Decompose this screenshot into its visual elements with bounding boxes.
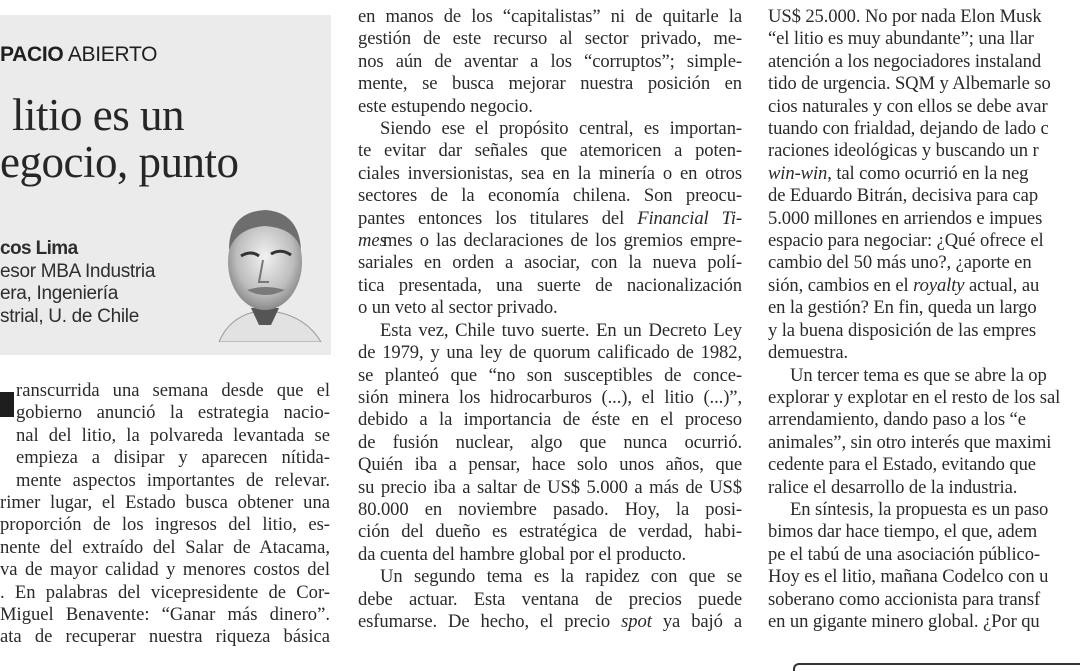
text-line: nente del extraído del Salar de Atacama,	[0, 536, 330, 558]
text-run: ya bajó a	[662, 610, 742, 632]
text-line: En síntesis, la propuesta es un paso	[790, 498, 1049, 520]
headline-line-1: litio es un	[12, 90, 184, 140]
text-line: sectores de la economía chilena. Son preocu-	[358, 185, 742, 207]
middle-column	[358, 6, 742, 633]
text-line: demuestra.	[768, 342, 849, 364]
text-line: Quién iba a pensar, hace solo unos años, que	[358, 454, 742, 476]
text-line: “el litio es muy abundante”; una llar	[768, 28, 1034, 50]
author-name: cos Lima	[0, 238, 78, 259]
left-column	[0, 0, 340, 668]
right-column	[768, 6, 1080, 633]
text-line: Un segundo tema es la rapidez con que se	[380, 566, 742, 588]
headline-line-2: egocio, punto	[0, 137, 239, 187]
text-line: pe el tabú de una asociación público-	[768, 543, 1041, 565]
text-line: Siendo ese el propósito central, es importan-	[380, 118, 742, 140]
text-line: soberano como accionista para transf	[768, 588, 1041, 610]
text-line: Miguel Benavente: “Ganar más dinero”.	[0, 604, 330, 626]
text-run: pantes entonces los titulares del	[358, 207, 638, 229]
text-line: Hoy es el litio, mañana Codelco con u	[768, 566, 1049, 588]
text-line: ata de recuperar nuestra riqueza básica	[0, 626, 330, 648]
text-line: en manos de los “capitalistas” ni de quitarle la	[358, 6, 742, 27]
text-line: 80.000 en noviembre pasado. Hoy, la posi-	[358, 498, 742, 520]
italic-run: win-win	[768, 162, 828, 184]
text-line: raciones ideológicas y buscando un r	[768, 140, 1039, 162]
text-line: animales”, sin otro interés que maximi	[768, 431, 1052, 453]
text-line: ción del dueño es estratégica de verdad, habi-	[358, 521, 742, 543]
text-line: se planteó que “no son susceptibles de conce-	[358, 364, 742, 386]
text-line: debido a la importancia de éste en el proceso	[358, 409, 742, 431]
text-line: . En palabras del vicepresidente de Cor-	[0, 581, 330, 603]
text-line: gobierno anunció la estrategia nacio-	[16, 402, 330, 424]
text-line: tica presentada, una suerte de nacionalización	[358, 274, 742, 296]
text-line	[358, 230, 742, 252]
text-line: tuando con frialdad, dejando de lado c	[768, 118, 1049, 140]
text-line: mente aspectos importantes de relevar.	[16, 469, 330, 491]
text-line: ralice el desarrollo de la industria.	[768, 476, 1018, 498]
text-line: 5.000 millones en arriendos e impues	[768, 207, 1043, 229]
bottom-box-border	[793, 663, 1080, 671]
text-line: cedente para el Estado, evitando que	[768, 454, 1036, 476]
text-line: cambio del 50 más uno?, ¿aporte en	[768, 252, 1032, 274]
text-line: debe actuar. Esta ventana de precios puede	[358, 588, 742, 610]
text-line: nos aún de aventar a los “corruptos”; simple-	[358, 50, 742, 72]
italic-run: royalty	[913, 274, 965, 296]
author-byline	[0, 238, 155, 328]
text-line: explorar y explotar en el resto de los sal	[768, 386, 1061, 408]
text-line: gestión de este recurso al sector privado, me-	[358, 28, 742, 50]
author-portrait-icon	[199, 200, 329, 342]
author-title-line-3: strial, U. de Chile	[0, 305, 139, 327]
section-label	[0, 43, 157, 67]
text-line	[768, 275, 1080, 297]
text-line: rimer lugar, el Estado busca obtener una	[0, 492, 330, 514]
text-line: empieza a disipar y aparecen nítida-	[16, 447, 330, 469]
author-title-line-1: esor MBA Industria	[0, 260, 156, 282]
text-line: bimos dar hace tiempo, el que, adem	[768, 521, 1038, 543]
text-line: en un gigante minero global. ¿Por qu	[768, 610, 1040, 632]
author-title-line-2: era, Ingeniería	[0, 283, 119, 304]
section-label-regular: ABIERTO	[67, 43, 158, 66]
text-line: da cuenta del hambre global por el producto.	[358, 543, 687, 565]
text-line: tido de urgencia. SQM y Albemarle so	[768, 73, 1051, 95]
text-line: cios naturales y con ellos se debe avar	[768, 95, 1048, 117]
text-run: esfumarse. De hecho, el precio	[358, 610, 622, 632]
text-line: va de mayor calidad y menores costos del	[0, 559, 330, 581]
left-body-text	[0, 380, 330, 649]
text-line: ranscurrida una semana desde que el	[16, 380, 330, 401]
text-line: atención a los negociadores instaland	[768, 50, 1042, 72]
text-run: , tal como ocurrió en la neg	[827, 162, 1029, 184]
text-line: o un veto al sector privado.	[358, 297, 558, 319]
text-line	[358, 611, 742, 633]
text-line: y la buena disposición de las empres	[768, 319, 1037, 341]
italic-run: mes	[358, 230, 387, 252]
text-line: ciales inversionistas, sea en la minería o en otros	[358, 162, 742, 184]
headline	[0, 92, 238, 186]
text-line: de 1979, y una ley de quorum calificado de 1982,	[358, 342, 742, 364]
author-photo	[199, 200, 329, 342]
text-line	[768, 163, 1080, 185]
text-line: su precio iba a saltar de US$ 5.000 a más de US$	[358, 476, 742, 498]
text-line: sión minera los hidrocarburos (...), el litio (...)”,	[358, 386, 742, 408]
text-line: de Eduardo Bitrán, decisiva para cap	[768, 185, 1039, 207]
text-line	[358, 208, 742, 230]
text-line: proporción de los ingresos del litio, es-	[0, 514, 330, 536]
text-line: nal del litio, la polvareda levantada se	[16, 424, 330, 446]
italic-run: Financial Ti-	[637, 207, 742, 229]
text-line: de fusión nuclear, algo que nunca ocurrió.	[358, 431, 742, 453]
section-label-bold: PACIO	[0, 43, 64, 66]
text-line: arrendamiento, dando paso a los “e	[768, 409, 1026, 431]
text-line: Esta vez, Chile tuvo suerte. En un Decreto Ley	[380, 319, 742, 341]
text-run: sión, cambios en el	[768, 274, 914, 296]
text-line: US$ 25.000. No por nada Elon Musk	[768, 6, 1042, 27]
text-line: sariales en orden a asociar, con la nueva polí-	[358, 252, 742, 274]
text-line: en la gestión? En fin, queda un largo	[768, 297, 1037, 319]
italic-run: spot	[621, 610, 652, 632]
text-line: te evitar dar señales que atemoricen a poten-	[358, 140, 742, 162]
text-line: mente, se busca mejorar nuestra posición en	[358, 73, 742, 95]
text-line: Un tercer tema es que se abre la op	[790, 364, 1047, 386]
text-run: mes o las declaraciones de los gremios empre-	[382, 230, 742, 252]
text-line: este estupendo negocio.	[358, 95, 533, 117]
text-line: espacio para negociar: ¿Qué ofrece el	[768, 230, 1044, 252]
text-run: actual, au	[964, 274, 1040, 296]
